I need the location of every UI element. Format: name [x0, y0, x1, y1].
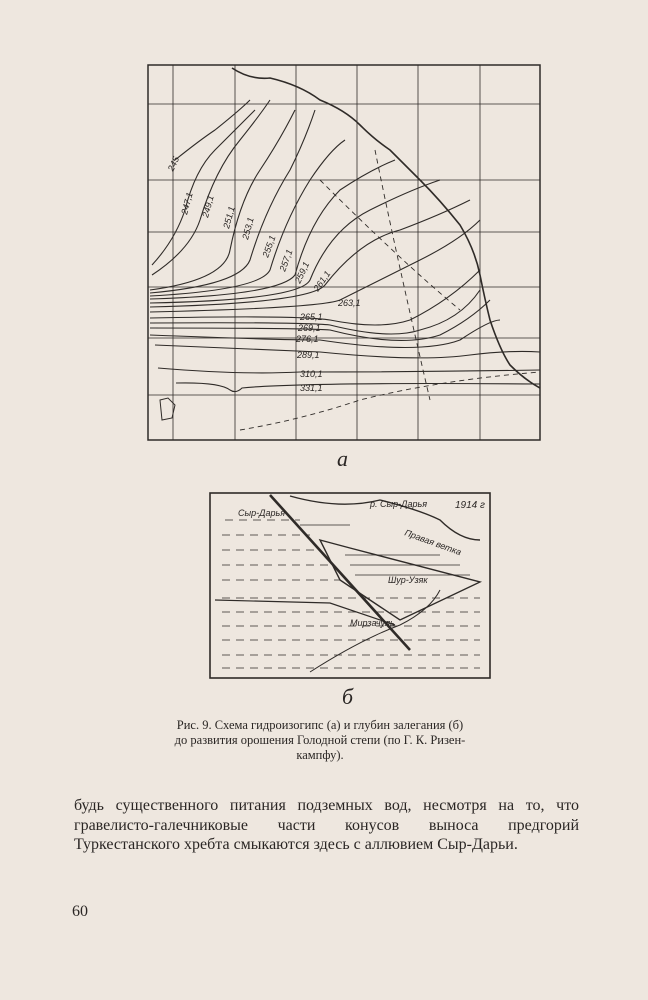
caption-line: до развития орошения Голодной степи (по Г. К. Ризен- — [174, 733, 466, 747]
label-syr-darya: Сыр-Дарья — [238, 508, 286, 518]
map-b-labels — [238, 499, 485, 628]
contour-label: 251,1 — [221, 205, 237, 230]
label-river: р. Сыр-Дарья — [370, 499, 428, 509]
contour-label: 276,1 — [296, 334, 319, 344]
contour-label: 261,1 — [311, 268, 333, 294]
contour-label: 249,1 — [200, 194, 216, 219]
map-a — [148, 65, 540, 440]
contour-label: 331,1 — [300, 383, 323, 393]
contour-label: 265,1 — [300, 312, 323, 322]
contour-label: 259,1 — [292, 260, 312, 285]
contour-label: 257,1 — [277, 248, 295, 273]
figure-caption — [110, 718, 530, 763]
contour-label: 247,1 — [179, 191, 195, 216]
contour-lines — [150, 100, 540, 392]
caption-line: Рис. 9. Схема гидроизогипс (а) и глубин залегания (б) — [176, 718, 464, 732]
label-right-branch: Правая ветка — [403, 527, 463, 558]
page-number: 60 — [72, 903, 88, 920]
caption-line: кампфу). — [296, 748, 344, 762]
label-shur-uzyak: Шур-Узяк — [388, 575, 428, 585]
irrigated-zone — [300, 525, 480, 620]
map-b — [210, 493, 490, 678]
body-text — [74, 796, 579, 855]
contour-label: 255,1 — [260, 234, 278, 259]
contour-label: 245 — [165, 154, 182, 173]
contour-label: 269,1 — [298, 323, 321, 333]
paragraph: будь существенного питания подземных вод, несмотря на то, что гравелисто-галечниковые части конусов выноса предгорий Туркестанского хребта смыкаются здесь с аллювием Сыр-Дарьи. — [74, 797, 579, 853]
dashed-boundaries — [240, 150, 540, 430]
figure-a-letter: а — [337, 446, 348, 471]
contour-label: 310,1 — [300, 369, 323, 379]
contour-labels — [165, 154, 360, 393]
contour-label: 253,1 — [240, 216, 256, 241]
figure-b-letter: б — [342, 684, 354, 709]
label-year: 1914 г — [455, 500, 485, 511]
contour-label: 289,1 — [297, 350, 320, 360]
contour-label: 263,1 — [338, 298, 361, 308]
label-mirzachul: Мирзачуль — [350, 618, 395, 628]
